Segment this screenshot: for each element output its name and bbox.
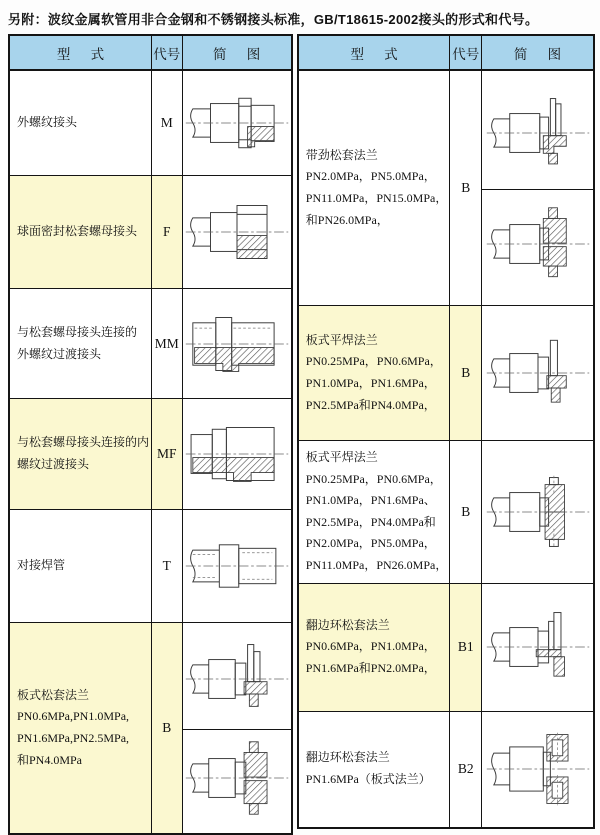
joint-type-cell [298,711,450,828]
joint-code-cell: B [450,306,482,441]
table-row [9,510,292,623]
joint-code-cell: T [152,510,183,623]
male-female-adapter-diagram [183,405,291,503]
table-row [9,623,292,835]
joint-type-line: 外螺纹过渡接头 [17,346,102,361]
table-row [298,583,594,711]
joint-diagram-cell [182,510,292,623]
joint-type-line: 外螺纹接头 [17,115,78,130]
joint-type-line: 螺纹过渡接头 [17,457,90,471]
joint-type-line: PN2.0MPa，PN5.0MPa， [305,536,436,551]
joint-code-cell: MF [152,399,183,510]
joint-type-cell [9,70,152,176]
joint-type-line: PN0.6MPa,PN1.0MPa, [17,709,130,724]
loose-flange-up-diagram [183,630,291,729]
joint-code-cell: F [152,176,183,289]
joint-type-line: PN2.5MPa和PN4.0MPa， [305,397,436,412]
table-row [298,70,594,306]
page-title: 另附：波纹金属软管用非合金钢和不锈钢接头标准，GB/T18615-2002接头的形式和代号。 [8,12,539,27]
joint-type-line: PN1.6MPa和PN2.0MPa， [305,660,436,675]
joint-tables-container [0,34,600,835]
joint-type-line: 带劲松套法兰 [305,147,378,162]
joint-type-cell [9,399,152,510]
joint-code-cell: M [152,70,183,176]
joint-type-line: PN2.5MPa，PN4.0MPa和 [305,514,436,529]
joint-type-line: 对接焊管 [17,558,66,573]
male-thread-joint-diagram [183,77,291,169]
column-header-code: 代号 [152,35,183,70]
joint-type-line: 板式平焊法兰 [305,332,378,347]
joint-type-line: 与松套螺母接头连接的内 [17,435,150,450]
joint-table-right-wrap [297,34,595,829]
joint-diagram-cell [182,399,292,510]
joint-diagram-cell [482,306,594,441]
joint-code-cell: B [450,441,482,584]
table-row [298,711,594,828]
column-header-diagram: 简 图 [182,35,292,70]
joint-type-line: PN1.0MPa，PN1.6MPa， [305,376,436,390]
joint-type-line: 板式松套法兰 [17,687,90,702]
joint-type-cell [9,623,152,835]
joint-type-line: PN1.6MPa（板式法兰） [305,772,431,787]
joint-type-cell [298,441,450,584]
welded-plate-flange-diagram [482,449,593,574]
flanged-ring-plate-flange-diagram [482,718,593,821]
joint-type-line: PN2.0MPa，PN5.0MPa， [305,169,436,184]
joint-type-line: PN11.0MPa，PN26.0MPa， [305,557,448,572]
header-row [9,35,292,70]
joint-type-line: 翻边环松套法兰 [305,617,390,632]
joint-type-line: 和PN26.0MPa， [305,212,389,227]
joint-type-line: PN0.25MPa，PN0.6MPa， [305,354,442,369]
loose-nut-joint-diagram [183,182,291,282]
joint-type-line: 翻边环松套法兰 [305,750,390,765]
column-header-code: 代号 [450,35,482,70]
joint-type-line: PN1.0MPa，PN1.6MPa、 [305,493,436,508]
joint-type-cell [9,176,152,289]
joint-code-cell: B2 [450,711,482,828]
table-row [9,70,292,176]
joint-diagram-cell [482,441,594,584]
joint-diagram-cell [182,289,292,399]
joint-code-cell: MM [152,289,183,399]
plate-flange-diagram [482,312,593,434]
joint-type-line: PN1.6MPa,PN2.5MPa, [17,731,130,745]
column-header-diagram: 简 图 [482,35,594,70]
flanged-ring-loose-flange-diagram [482,590,593,705]
neck-flange-down-diagram [482,189,593,299]
joint-table-left [8,34,293,835]
male-male-adapter-diagram [183,295,291,392]
joint-code-cell: B [152,623,183,835]
loose-flange-down-diagram [183,729,291,827]
header-row [298,35,594,70]
joint-diagram-cell [482,70,594,306]
joint-diagram-cell [182,623,292,835]
joint-diagram-cell [482,583,594,711]
table-row [9,176,292,289]
joint-type-line: 球面密封松套螺母接头 [17,224,138,239]
butt-weld-pipe-diagram [183,516,291,616]
table-row [9,289,292,399]
joint-code-cell: B [450,70,482,306]
joint-diagram-cell [182,70,292,176]
joint-type-cell [298,70,450,306]
joint-diagram-cell [182,176,292,289]
table-row [9,399,292,510]
joint-type-line: 和PN4.0MPa [17,752,83,767]
joint-type-line: 与松套螺母接头连接的 [17,324,138,339]
joint-type-cell [298,306,450,441]
table-row [298,441,594,584]
joint-code-cell: B1 [450,583,482,711]
joint-type-cell [9,289,152,399]
table-row [298,306,594,441]
neck-flange-up-diagram [482,78,593,189]
joint-diagram-cell [482,711,594,828]
joint-type-cell [9,510,152,623]
joint-type-cell [298,583,450,711]
joint-type-line: PN11.0MPa，PN15.0MPa， [305,191,448,205]
joint-table-left-wrap [8,34,293,835]
joint-type-line: PN0.6MPa，PN1.0MPa， [305,639,436,654]
joint-type-line: PN0.25MPa，PN0.6MPa， [305,471,442,486]
column-header-type: 型 式 [9,35,152,70]
column-header-type: 型 式 [298,35,450,70]
joint-type-line: 板式平焊法兰 [305,450,378,464]
joint-table-right [297,34,595,829]
